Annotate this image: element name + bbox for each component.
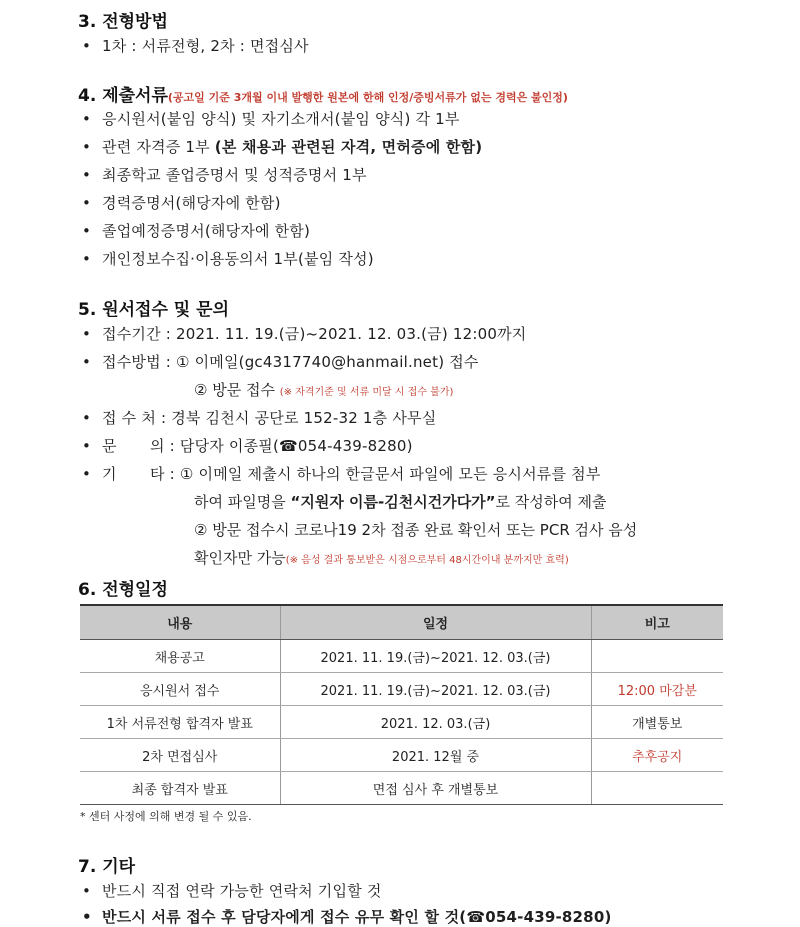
s4-item-2 [82, 136, 482, 157]
bullet: • [82, 325, 92, 343]
s5-etc-2b: 확인자만 가능 [194, 549, 286, 567]
s5-etc-1b-pre: 하여 파일명을 [194, 493, 291, 511]
table-cell: 면접 심사 후 개별통보 [280, 772, 591, 805]
s5-place-value: 경북 김천시 공단로 152-32 1층 사무실 [171, 409, 437, 427]
s5-method-2: ② 방문 접수 [194, 381, 275, 399]
table-header-cell: 비고 [591, 605, 723, 640]
table-header-row [80, 605, 723, 640]
s4-item-2-bold: (본 채용과 관련된 자격, 면허증에 한함) [214, 138, 483, 156]
s5-etc-label-a: 기 [102, 465, 117, 483]
table-cell [591, 640, 723, 673]
s3-line-text: 1차 : 서류전형, 2차 : 면접심사 [102, 37, 309, 55]
section-4-title [78, 81, 568, 106]
table-cell: 채용공고 [80, 640, 280, 673]
s7-item-text: 반드시 직접 연락 가능한 연락처 기입할 것 [102, 882, 382, 900]
s4-title-text: 4. 제출서류 [78, 86, 168, 106]
s5-etc-1b-line [194, 491, 607, 512]
s4-item-3 [82, 164, 367, 185]
s4-item-text: 경력증명서(해당자에 한함) [102, 194, 281, 212]
bullet: • [82, 250, 92, 268]
table-cell: 응시원서 접수 [80, 673, 280, 706]
s5-method-2-note: (※ 자격기준 및 서류 미달 시 접수 불가) [279, 387, 454, 398]
table-footnote: * 센터 사정에 의해 변경 될 수 있음. [80, 810, 252, 823]
s5-inquiry [82, 435, 413, 456]
s5-method [82, 351, 479, 372]
s7-item-1 [82, 880, 382, 901]
s5-etc-2b-note: (※ 음성 결과 통보받은 시점으로부터 48시간이내 분까지만 효력) [285, 555, 569, 566]
s4-item-text: 응시원서(붙임 양식) 및 자기소개서(붙임 양식) 각 1부 [102, 110, 460, 128]
table-cell [591, 772, 723, 805]
s3-line [82, 35, 309, 56]
s7-item-2 [82, 906, 612, 927]
table-cell: 최종 합격자 발표 [80, 772, 280, 805]
table-cell: 2차 면접심사 [80, 739, 280, 772]
s5-method-label: 접수방법 : [102, 353, 171, 371]
s5-period [82, 323, 526, 344]
table-cell: 12:00 마감분 [591, 673, 723, 706]
s5-place [82, 407, 436, 428]
bullet: • [82, 138, 92, 156]
bullet: • [82, 409, 92, 427]
bullet: • [82, 166, 92, 184]
table-cell: 2021. 12. 03.(금) [280, 706, 591, 739]
bullet: • [82, 353, 92, 371]
bullet: • [82, 882, 92, 900]
table-cell: 개별통보 [591, 706, 723, 739]
section-3-title: 3. 전형방법 [78, 12, 168, 32]
table-row [80, 739, 723, 772]
s5-method-2-line [194, 379, 453, 400]
table-cell: 추후공지 [591, 739, 723, 772]
bullet: • [82, 194, 92, 212]
s4-item-6 [82, 248, 374, 269]
bullet: • [82, 222, 92, 240]
table-row [80, 640, 723, 673]
s5-period-label: 접수기간 : [102, 325, 171, 343]
s5-etc-2a-line: ② 방문 접수시 코로나19 2차 접종 완료 확인서 또는 PCR 검사 음성 [194, 521, 638, 539]
s4-item-4 [82, 192, 281, 213]
s5-inquiry-value: 담당자 이종필(☎054-439-8280) [179, 437, 413, 455]
table-row [80, 772, 723, 805]
s5-inquiry-label-b: 의 : [150, 437, 175, 455]
bullet: • [82, 908, 92, 926]
table-cell: 1차 서류전형 합격자 발표 [80, 706, 280, 739]
section-6-title: 6. 전형일정 [78, 580, 168, 600]
s5-etc-label-b: 타 : [150, 465, 175, 483]
s4-item-text: 개인정보수집·이용동의서 1부(붙임 작성) [102, 250, 374, 268]
s5-place-label: 접 수 처 : [102, 409, 167, 427]
table-cell: 2021. 11. 19.(금)~2021. 12. 03.(금) [280, 673, 591, 706]
s5-method-1: ① 이메일(gc4317740@hanmail.net) 접수 [175, 353, 479, 371]
s4-title-note: (공고일 기준 3개월 이내 발행한 원본에 한해 인정/증빙서류가 없는 경력은 불인정) [167, 91, 568, 104]
bullet: • [82, 110, 92, 128]
s4-item-text: 졸업예정증명서(해당자에 한함) [102, 222, 311, 240]
s4-item-text: 최종학교 졸업증명서 및 성적증명서 1부 [102, 166, 367, 184]
s5-period-value: 2021. 11. 19.(금)~2021. 12. 03.(금) 12:00까지 [175, 325, 527, 343]
s5-inquiry-label-a: 문 [102, 437, 117, 455]
table-header-cell: 내용 [80, 605, 280, 640]
table-cell: 2021. 11. 19.(금)~2021. 12. 03.(금) [280, 640, 591, 673]
section-5-title: 5. 원서접수 및 문의 [78, 300, 229, 320]
table-row [80, 706, 723, 739]
bullet: • [82, 465, 92, 483]
s4-item-5 [82, 220, 310, 241]
s5-etc-1a: ① 이메일 제출시 하나의 한글문서 파일에 모든 응시서류를 첨부 [179, 465, 601, 483]
s5-etc-2b-line [194, 547, 569, 568]
bullet: • [82, 437, 92, 455]
s4-item-text: 관련 자격증 1부 [102, 138, 210, 156]
s4-item-1 [82, 108, 460, 129]
s7-item-text: 반드시 서류 접수 후 담당자에게 접수 유무 확인 할 것(☎054-439-8280) [102, 908, 612, 926]
bullet: • [82, 37, 92, 55]
table-cell: 2021. 12월 중 [280, 739, 591, 772]
s5-etc [82, 463, 601, 484]
schedule-table [80, 604, 723, 805]
s5-etc-1b-bold: “지원자 이름-김천시건가다가” [290, 493, 496, 511]
table-header-cell: 일정 [280, 605, 591, 640]
s5-etc-1b-post: 로 작성하여 제출 [495, 493, 607, 511]
section-7-title: 7. 기타 [78, 857, 136, 877]
table-row [80, 673, 723, 706]
